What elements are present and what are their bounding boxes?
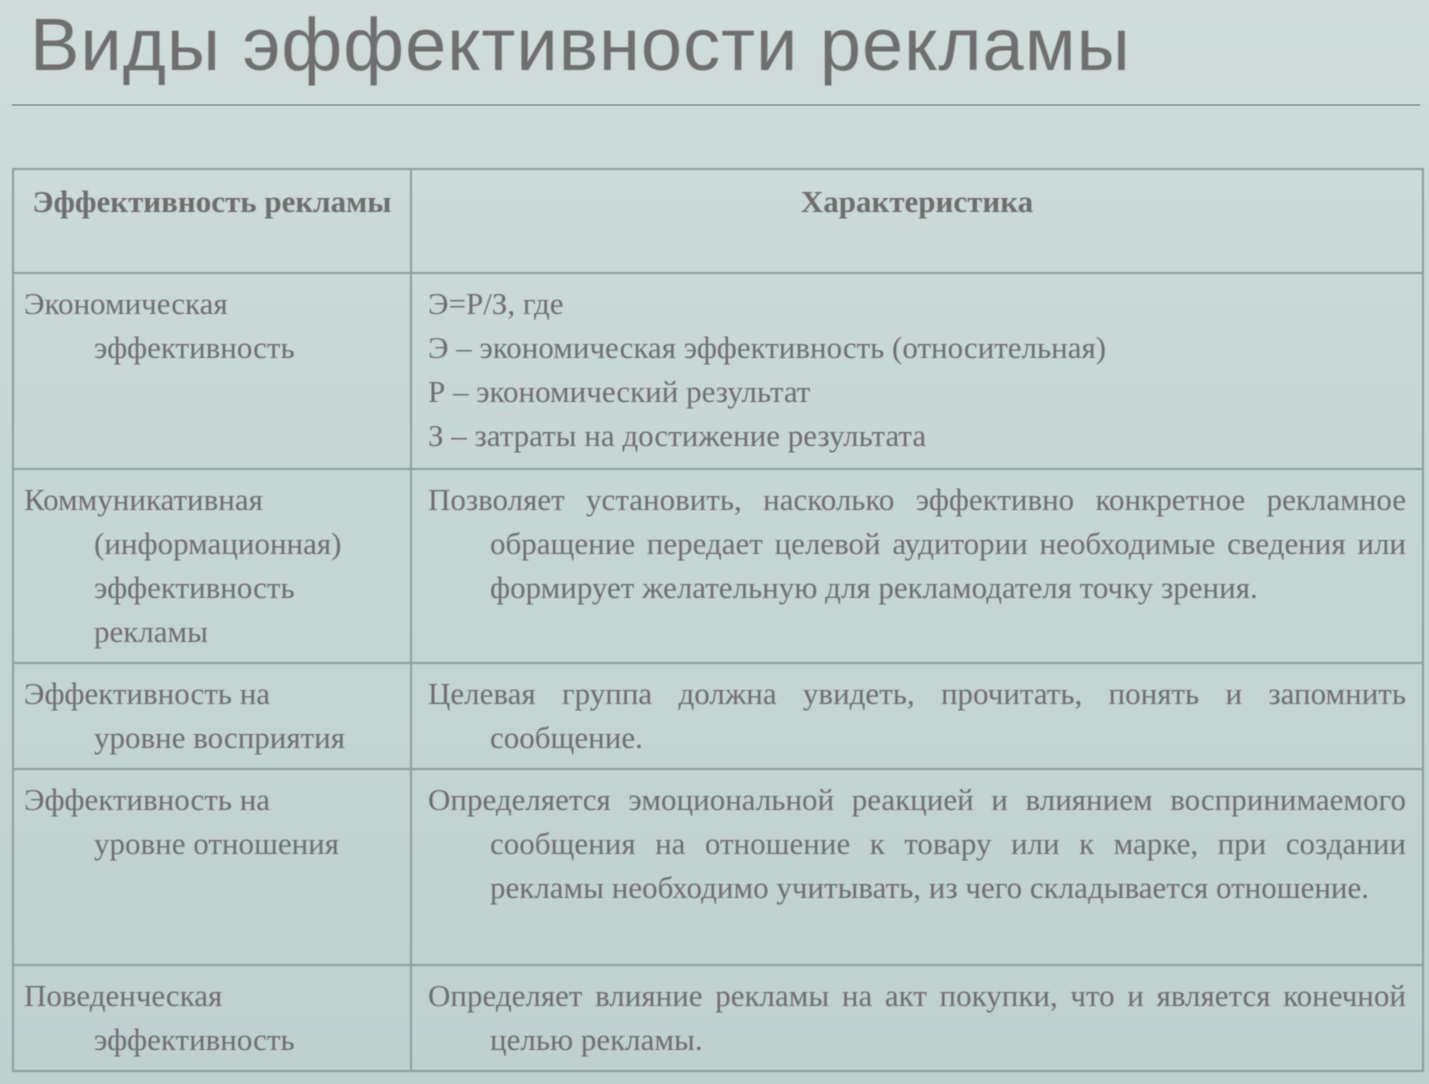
row-desc-text: Целевая группа должна увидеть, прочитать, понять и запомнить сообщение.	[428, 676, 1406, 755]
table-row	[13, 965, 1423, 1071]
row-name-cell	[13, 273, 411, 469]
row-name-first: Эффективность на	[24, 676, 271, 711]
effectiveness-table	[12, 168, 1424, 1072]
row-name-cell	[13, 965, 411, 1071]
row-desc-text: Определяется эмоциональной реакцией и влиянием воспринимаемого сообщения на отношение к товару или к марке, при создании рекламы необходимо учитывать, из чего складывается отношение.	[428, 782, 1406, 905]
row-desc-cell	[411, 769, 1423, 965]
row-name-first: Коммуникативная	[24, 482, 263, 517]
row-name-rest: (информационная) эффективность рекламы	[94, 526, 342, 649]
table-row	[13, 769, 1423, 965]
row-desc-cell	[411, 469, 1423, 663]
formula-line: Э=Р/З, где	[428, 286, 564, 321]
slide-title: Виды эффективности рекламы	[30, 3, 1131, 86]
effectiveness-table-container	[12, 168, 1422, 1068]
row-name-cell	[13, 469, 411, 663]
row-desc-cell	[411, 273, 1423, 469]
row-name-cell	[13, 663, 411, 769]
row-name-first: Экономическая	[24, 286, 228, 321]
formula-term-r: Р – экономический результат	[428, 374, 811, 409]
table-header-row	[13, 169, 1423, 273]
header-effectiveness: Эффективность рекламы	[13, 169, 411, 273]
formula-term-z: З – затраты на достижение результата	[428, 418, 927, 453]
row-desc-text: Позволяет установить, насколько эффективно конкретное рекламное обращение передает целевой аудитории необходимые сведения или формирует желательную для рекламодателя точку зрения.	[428, 482, 1406, 605]
table-row	[13, 469, 1423, 663]
row-desc-cell	[411, 965, 1423, 1071]
header-characteristic: Характеристика	[411, 169, 1423, 273]
row-desc-text: Определяет влияние рекламы на акт покупки, что и является конечной целью рекламы.	[428, 978, 1406, 1057]
formula-term-e: Э – экономическая эффективность (относительная)	[428, 330, 1107, 365]
row-name-first: Поведенческая	[24, 978, 223, 1013]
row-desc-cell	[411, 663, 1423, 769]
row-name-rest: эффективность	[94, 330, 295, 365]
row-name-rest: эффективность	[94, 1022, 295, 1057]
title-underline	[12, 104, 1420, 106]
table-row	[13, 273, 1423, 469]
table-row	[13, 663, 1423, 769]
row-name-first: Эффективность на	[24, 782, 271, 817]
row-name-cell	[13, 769, 411, 965]
row-name-rest: уровне отношения	[94, 826, 340, 861]
row-name-rest: уровне восприятия	[94, 720, 346, 755]
